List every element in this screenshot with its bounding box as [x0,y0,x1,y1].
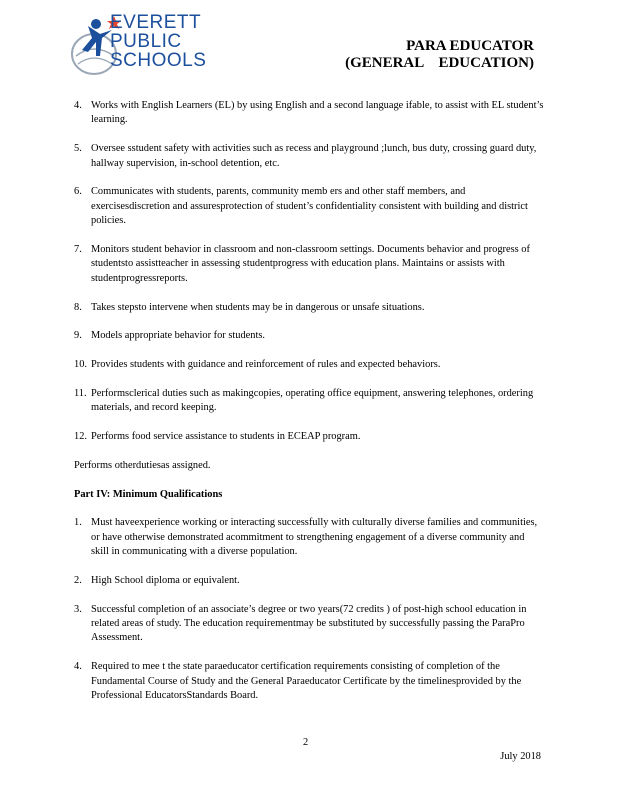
item-text: Performs food service assistance to students in ECEAP program. [91,431,361,443]
list-item [74,185,544,228]
item-number: 10. [74,359,87,371]
item-text: Oversee sstudent safety with activities such as recess and playground ;lunch, bus duty, crossing guard duty, hallway supervision, in-school detention, etc. [91,143,537,169]
logo-line-3: SCHOOLS [110,50,207,71]
logo-line-1: EVERETT [110,12,202,33]
item-text: Performsclerical duties such as makingcopies, operating office equipment, answering telephones, ordering materials, and record keeping. [91,388,534,414]
section-heading [74,488,544,502]
title-line-1: PARA EDUCATOR [406,38,534,54]
item-number: 3. [74,603,82,615]
list-item [74,387,544,416]
footer-date: July 2018 [500,751,541,762]
item-text: Successful completion of an associate’s degree or two years(72 credits ) of post-high school education in related areas of study. The education requirementmay be substituted by successfully passing the ParaPro Assessment. [91,603,527,644]
item-text: Provides students with guidance and reinforcement of rules and expected behaviors. [91,359,441,371]
item-number: 11. [74,388,87,400]
item-number: 7. [74,244,82,256]
list-item [74,660,544,703]
document-title [345,38,534,72]
duties-list [74,99,544,445]
district-logo [70,12,240,82]
qualifications-list [74,516,544,703]
item-number: 4. [74,661,82,673]
list-item [74,99,544,128]
section-heading-part: Part IV: Minimum [74,488,158,500]
item-number: 8. [74,301,82,313]
item-text: Takes stepsto intervene when students may be in dangerous or unsafe situations. [91,301,425,313]
item-text: Communicates with students, parents, community memb ers and other staff members, and exercisesdiscretion and assuresprotection of student’s confidentiality consistent with building and district policies. [91,186,528,227]
item-text: High School diploma or equivalent. [91,574,240,586]
item-text: Works with English Learners (EL) by using English and a second language ifable, to assist with EL student’s learning. [91,100,544,126]
item-number: 2. [74,574,82,586]
item-text: Models appropriate behavior for students. [91,330,265,342]
logo-wordmark [110,13,206,70]
section-heading-title: Qualifications [159,488,223,500]
item-text: Must haveexperience working or interacting successfully with culturally diverse families and communities, or have otherwise demonstrated acommitment to strengthening engagement of a diverse community and skill in communicating with a diverse population. [91,517,538,558]
list-item [74,574,544,588]
list-item [74,301,544,315]
list-item [74,516,544,559]
page-number: 2 [303,737,309,748]
list-item [74,358,544,372]
list-item [74,603,544,646]
item-number: 1. [74,517,82,529]
item-number: 5. [74,143,82,155]
list-item [74,243,544,286]
logo-line-2: PUBLIC [110,31,182,52]
list-item [74,142,544,171]
other-duties-text: Performs otherdutiesas assigned. [74,460,211,472]
title-line-2: (GENERAL EDUCATION) [345,55,534,71]
item-number: 9. [74,330,82,342]
document-body [74,99,544,718]
item-number: 6. [74,186,82,198]
list-item [74,430,544,444]
item-text: Required to mee t the state paraeducator certification requirements consisting of completion of the Fundamental Course of Study and the General Paraeducator Certificate by the timelinesprovided by the Professional EducatorsStandards Board. [91,661,522,702]
item-number: 12. [74,431,87,443]
item-text: Monitors student behavior in classroom and non-classroom settings. Documents behavior and progress of studentsto assistteacher in assessing studentprogress with education plans. Maintains or assists with studentprogressreports. [91,244,530,284]
list-item [74,329,544,343]
item-number: 4. [74,100,82,111]
